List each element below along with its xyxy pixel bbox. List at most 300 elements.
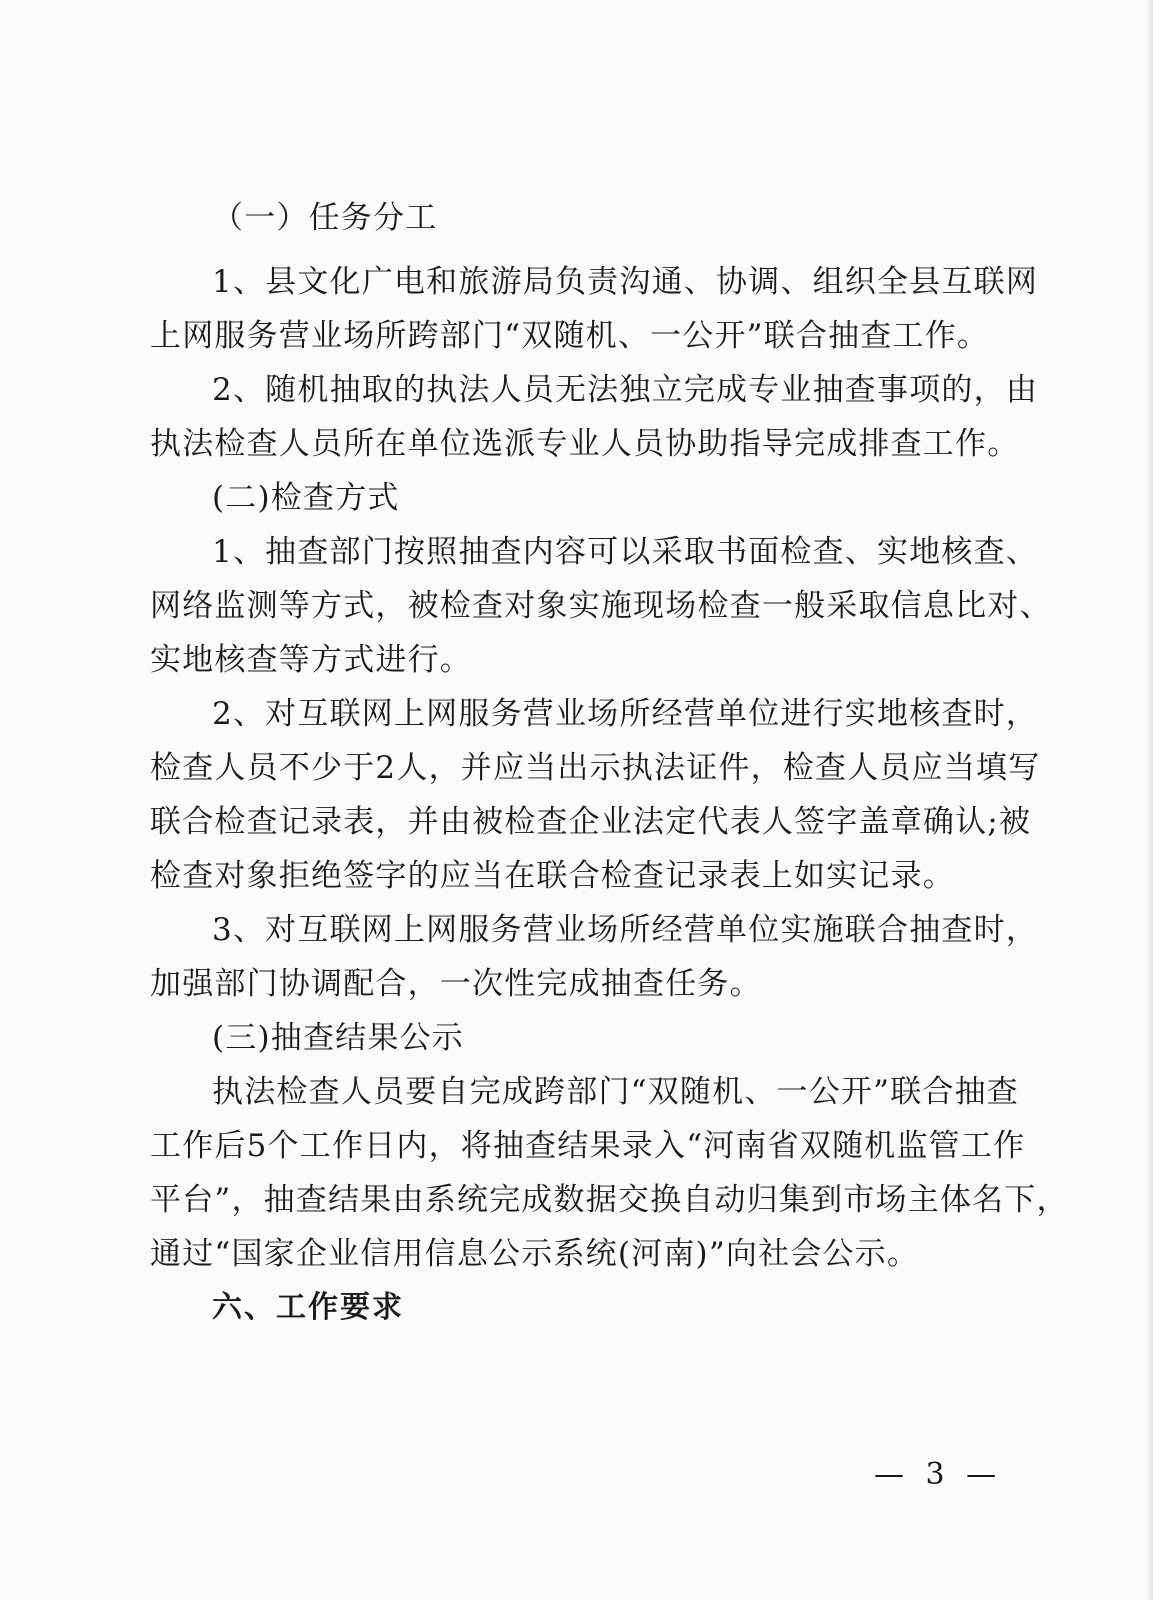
glyph: 表 [729,804,762,840]
glyph: 广 [361,264,394,300]
glyph: 业 [780,372,813,408]
glyph: 成 [715,372,749,408]
glyph: 证 [686,750,719,786]
glyph: 象 [536,588,569,624]
glyph: 日 [364,1128,397,1164]
subheading-result-publicity: (三)抽查结果公示 [212,1020,464,1056]
glyph: 独 [619,372,652,408]
glyph: 事 [877,372,910,408]
glyph: 表 [343,804,376,840]
glyph: 由 [439,804,473,840]
glyph: 查 [812,534,845,570]
glyph: 监 [896,1128,929,1164]
glyph: 测 [246,588,279,624]
glyph: 上 [393,696,427,732]
glyph: 采 [826,588,859,624]
glyph: 经 [651,696,684,732]
glyph: 查 [297,534,330,570]
glyph: 、 [683,264,716,300]
glyph: 完 [683,372,716,408]
glyph: 要 [405,1074,438,1110]
paragraph-line: 检查对象拒绝签字的应当在联合检查记录表上如实记录。 [150,858,955,894]
glyph: 员 [246,750,279,786]
glyph: 查 [472,588,505,624]
glyph: 照 [426,534,459,570]
glyph: 到 [811,1182,844,1218]
glyph: 法 [458,372,491,408]
glyph: 人 [490,372,523,408]
glyph: 企 [568,804,601,840]
glyph: 2 [212,372,233,408]
glyph: 查 [295,1182,329,1218]
glyph: 字 [826,804,859,840]
glyph: ， [1036,1182,1069,1218]
glyph: 合 [877,912,910,948]
glyph: 结 [328,1182,361,1218]
glyph: 营 [683,912,716,948]
glyph: 全 [877,264,910,300]
glyph: ， [750,750,783,786]
glyph: 查 [941,912,974,948]
glyph: 施 [600,588,634,624]
glyph: 、 [232,372,266,408]
glyph: 2 [375,750,397,786]
glyph: 公 [808,1074,841,1110]
glyph: 式 [343,588,376,624]
glyph: 件 [718,750,751,786]
glyph: 县 [909,264,942,300]
glyph: 等 [278,588,312,624]
glyph: 和 [426,264,459,300]
glyph: 单 [715,912,749,948]
glyph: 作 [182,1128,215,1164]
glyph: 于 [343,750,376,786]
glyph: 以 [619,534,652,570]
paragraph-line [150,802,1032,842]
scan-edge [1147,0,1153,1600]
glyph: 项 [909,372,942,408]
glyph: 被 [407,588,440,624]
glyph: 工 [960,1128,994,1164]
glyph: 时 [973,696,1006,732]
glyph: 网 [1005,264,1039,300]
glyph: 当 [525,750,558,786]
glyph: 进 [780,696,813,732]
subheading-inspection-method: (二)检查方式 [212,480,400,516]
glyph: 互 [941,264,974,300]
glyph: 自 [437,1074,470,1110]
glyph: 业 [600,804,634,840]
glyph: 抽 [263,1182,296,1218]
glyph: 5 [246,1128,268,1164]
glyph: 营 [522,696,555,732]
paragraph-line: 执法检查人员所在单位选派专业人员协助指导完成排查工作。 [150,426,1020,462]
glyph: 员 [373,1074,406,1110]
glyph: 完 [489,1182,522,1218]
glyph: 抽 [954,1074,987,1110]
glyph: 省 [767,1128,800,1164]
glyph: 集 [778,1182,812,1218]
glyph: 时 [973,912,1006,948]
glyph: 由 [1005,372,1039,408]
glyph: 负 [554,264,588,300]
glyph: 人 [847,750,880,786]
glyph: 随 [265,372,298,408]
glyph: 营 [683,696,716,732]
glyph: 果 [589,1128,622,1164]
glyph: 的 [941,372,974,408]
glyph: 平 [150,1182,183,1218]
glyph: 交 [617,1182,651,1218]
glyph: 信 [890,588,923,624]
glyph: 网 [361,696,394,732]
glyph: 员 [522,372,555,408]
glyph: 经 [651,912,684,948]
glyph: 、 [232,912,266,948]
glyph: ， [428,750,461,786]
glyph: 确 [922,804,956,840]
glyph: 取 [683,534,716,570]
glyph: 电 [393,264,427,300]
glyph: 核 [941,534,974,570]
glyph: 执 [212,1074,245,1110]
glyph: 业 [554,696,588,732]
glyph: 场 [587,912,620,948]
glyph: 无 [554,372,588,408]
glyph: 并 [407,804,440,840]
glyph: 书 [715,534,749,570]
glyph: 被 [998,804,1032,840]
glyph: 台 [182,1182,215,1218]
glyph: 法 [587,372,620,408]
glyph: 一 [776,1074,809,1110]
glyph: 机 [712,1074,745,1110]
glyph: 查 [525,1128,558,1164]
glyph: 自 [682,1182,715,1218]
glyph: 入 [653,1128,687,1164]
glyph: 机 [297,372,330,408]
glyph: 采 [651,534,684,570]
glyph: 抽 [492,1128,526,1164]
glyph: 网 [426,696,459,732]
glyph: 法 [653,750,687,786]
glyph: 查 [182,750,215,786]
paragraph-line [212,532,1039,572]
glyph: 工 [299,1128,332,1164]
glyph: 场 [587,696,620,732]
glyph: 检 [150,750,183,786]
glyph: 录 [311,804,344,840]
glyph: 内 [522,534,555,570]
glyph: 专 [748,372,781,408]
glyph: 实 [844,696,877,732]
glyph: ， [1005,696,1039,732]
glyph: 市 [843,1182,876,1218]
glyph: 联 [890,1074,923,1110]
glyph: 将 [460,1128,493,1164]
glyph: 门 [361,534,394,570]
glyph: 3 [212,912,233,948]
paragraph-line: 通过“国家企业信用信息公示系统(河南)”向社会公示。 [150,1236,920,1272]
glyph: 业 [554,912,588,948]
glyph: 、 [232,534,266,570]
glyph: 名 [972,1182,1005,1218]
glyph: 检 [782,750,815,786]
glyph: 面 [748,534,781,570]
glyph: 果 [360,1182,393,1218]
paragraph-line [212,694,1039,734]
glyph: 组 [812,264,845,300]
glyph: 营 [522,912,555,948]
glyph: 联 [973,264,1006,300]
glyph: 方 [311,588,344,624]
glyph: 人 [396,750,429,786]
glyph: 法 [244,1074,277,1110]
glyph: 查 [729,588,762,624]
glyph: 查 [941,696,974,732]
glyph: 执 [621,750,654,786]
glyph: 检 [439,588,473,624]
glyph: 门 [598,1074,631,1110]
glyph: 、 [1005,534,1039,570]
glyph: 成 [521,1182,554,1218]
glyph: 人 [340,1074,374,1110]
glyph: 跨 [534,1074,567,1110]
glyph: 部 [566,1074,599,1110]
glyph: 机 [864,1128,897,1164]
glyph: 互 [297,912,330,948]
glyph: 文 [297,264,330,300]
glyph: 当 [943,750,977,786]
glyph: 局 [522,264,555,300]
glyph: ， [375,804,408,840]
glyph: 盖 [858,804,891,840]
glyph: 施 [812,912,845,948]
glyph: 人 [761,804,795,840]
glyph: 查 [490,534,523,570]
glyph: 对 [504,588,537,624]
glyph: 旅 [458,264,491,300]
glyph: 内 [396,1128,429,1164]
glyph: 可 [587,534,620,570]
glyph: 游 [490,264,523,300]
glyph: 法 [633,804,666,840]
glyph: 查 [308,1074,341,1110]
glyph: 化 [329,264,362,300]
glyph: 责 [587,264,620,300]
glyph: 按 [393,534,427,570]
glyph: ， [1005,912,1039,948]
glyph: 务 [490,912,523,948]
glyph: 并 [460,750,493,786]
glyph: 代 [697,804,730,840]
glyph: 监 [214,588,247,624]
paragraph-line [212,1072,1019,1112]
glyph: 地 [909,534,942,570]
glyph: ， [428,1128,461,1164]
glyph: 行 [812,696,845,732]
glyph: 务 [490,696,523,732]
glyph: 填 [976,750,1009,786]
glyph: 结 [557,1128,590,1164]
glyph: “ [630,1074,648,1110]
glyph: 示 [589,750,622,786]
glyph: 1 [212,534,233,570]
glyph: 核 [909,696,942,732]
glyph: 息 [922,588,956,624]
glyph: 服 [458,696,491,732]
glyph: 县 [265,264,298,300]
glyph: 完 [469,1074,502,1110]
glyph: 查 [815,750,848,786]
glyph: 录 [621,1128,654,1164]
paragraph-line [212,370,1039,410]
glyph: 合 [182,804,215,840]
glyph: ” [214,1182,232,1218]
glyph: 不 [278,750,312,786]
glyph: 主 [907,1182,940,1218]
glyph: 抽 [909,912,942,948]
glyph: 场 [665,588,698,624]
glyph: 据 [585,1182,618,1218]
glyph: 定 [665,804,698,840]
glyph: 检 [276,1074,309,1110]
glyph: 体 [939,1182,973,1218]
glyph: 随 [832,1128,865,1164]
glyph: 后 [214,1128,247,1164]
glyph: 开 [840,1074,874,1110]
glyph: 单 [715,696,749,732]
glyph: 抽 [265,534,298,570]
glyph: 位 [748,912,781,948]
glyph: 双 [799,1128,833,1164]
glyph: 应 [492,750,526,786]
glyph: 织 [844,264,877,300]
glyph: 双 [647,1074,680,1110]
glyph: 数 [553,1182,586,1218]
glyph: 下 [1004,1182,1037,1218]
glyph: 对 [265,696,298,732]
glyph: 抽 [458,534,491,570]
glyph: 调 [748,264,781,300]
glyph: ; [987,804,999,840]
paragraph-line [150,586,1052,626]
glyph: 随 [679,1074,713,1110]
glyph: 、 [1019,588,1052,624]
glyph: 抽 [812,372,845,408]
glyph: 场 [875,1182,908,1218]
paragraph-line [150,1180,1069,1220]
glyph: 联 [329,912,362,948]
glyph: 立 [651,372,684,408]
glyph: 被 [472,804,505,840]
paragraph-line [212,262,1039,302]
glyph: 服 [458,912,491,948]
glyph: 检 [697,588,730,624]
paragraph-line [150,748,1041,788]
glyph: 络 [182,588,215,624]
glyph: 对 [987,588,1020,624]
section-heading-work-requirements: 六、工作要求 [212,1290,404,1325]
paragraph-line [212,910,1039,950]
glyph: 换 [650,1182,683,1218]
glyph: ， [973,372,1006,408]
glyph: 查 [246,804,279,840]
glyph: 签 [794,804,827,840]
glyph: 沟 [619,264,652,300]
glyph: 地 [877,696,910,732]
glyph: 查 [986,1074,1019,1110]
paragraph-line: 上网服务营业场所跨部门“双随机、一公开”联合抽查工作。 [150,318,990,354]
glyph: 联 [150,804,183,840]
glyph: 取 [361,372,394,408]
glyph: 、 [780,264,813,300]
glyph: 容 [554,534,588,570]
glyph: 应 [911,750,944,786]
glyph: 比 [955,588,988,624]
glyph: 工 [150,1128,183,1164]
glyph: 归 [746,1182,779,1218]
glyph: 实 [877,534,910,570]
glyph: 2 [212,696,233,732]
glyph: 写 [1008,750,1041,786]
glyph: 、 [844,534,877,570]
glyph: 联 [329,696,362,732]
glyph: 检 [504,804,537,840]
glyph: 所 [619,696,652,732]
glyph: 对 [265,912,298,948]
glyph: 人 [214,750,247,786]
glyph: 个 [267,1128,300,1164]
glyph: 部 [329,534,362,570]
glyph: 般 [794,588,827,624]
glyph: 查 [844,372,877,408]
glyph: 取 [858,588,891,624]
glyph: 网 [361,912,394,948]
glyph: 通 [651,264,684,300]
glyph: 检 [780,534,813,570]
glyph: ， [231,1182,264,1218]
glyph: 的 [393,372,427,408]
glyph: 协 [715,264,749,300]
glyph: 联 [844,912,877,948]
paragraph-line: 实地核查等方式进行。 [150,642,472,678]
glyph: 由 [392,1182,425,1218]
glyph: 上 [393,912,427,948]
glyph: 现 [633,588,666,624]
glyph: 实 [780,912,813,948]
glyph: 出 [557,750,590,786]
glyph: 动 [714,1182,747,1218]
glyph: 查 [536,804,569,840]
glyph: 南 [735,1128,768,1164]
glyph: 、 [232,264,266,300]
glyph: 所 [619,912,652,948]
glyph: 执 [426,372,459,408]
glyph: 1 [212,264,233,300]
subheading-task-division: （一）任务分工 [212,200,438,236]
paragraph-line: 加强部门协调配合，一次性完成抽查任务。 [150,966,762,1002]
glyph: 、 [232,696,266,732]
glyph: 少 [311,750,344,786]
glyph: 管 [928,1128,961,1164]
glyph: ” [873,1074,891,1110]
glyph: 互 [297,696,330,732]
glyph: 合 [922,1074,955,1110]
glyph: 一 [761,588,795,624]
glyph: 检 [214,804,247,840]
glyph: 成 [501,1074,535,1110]
